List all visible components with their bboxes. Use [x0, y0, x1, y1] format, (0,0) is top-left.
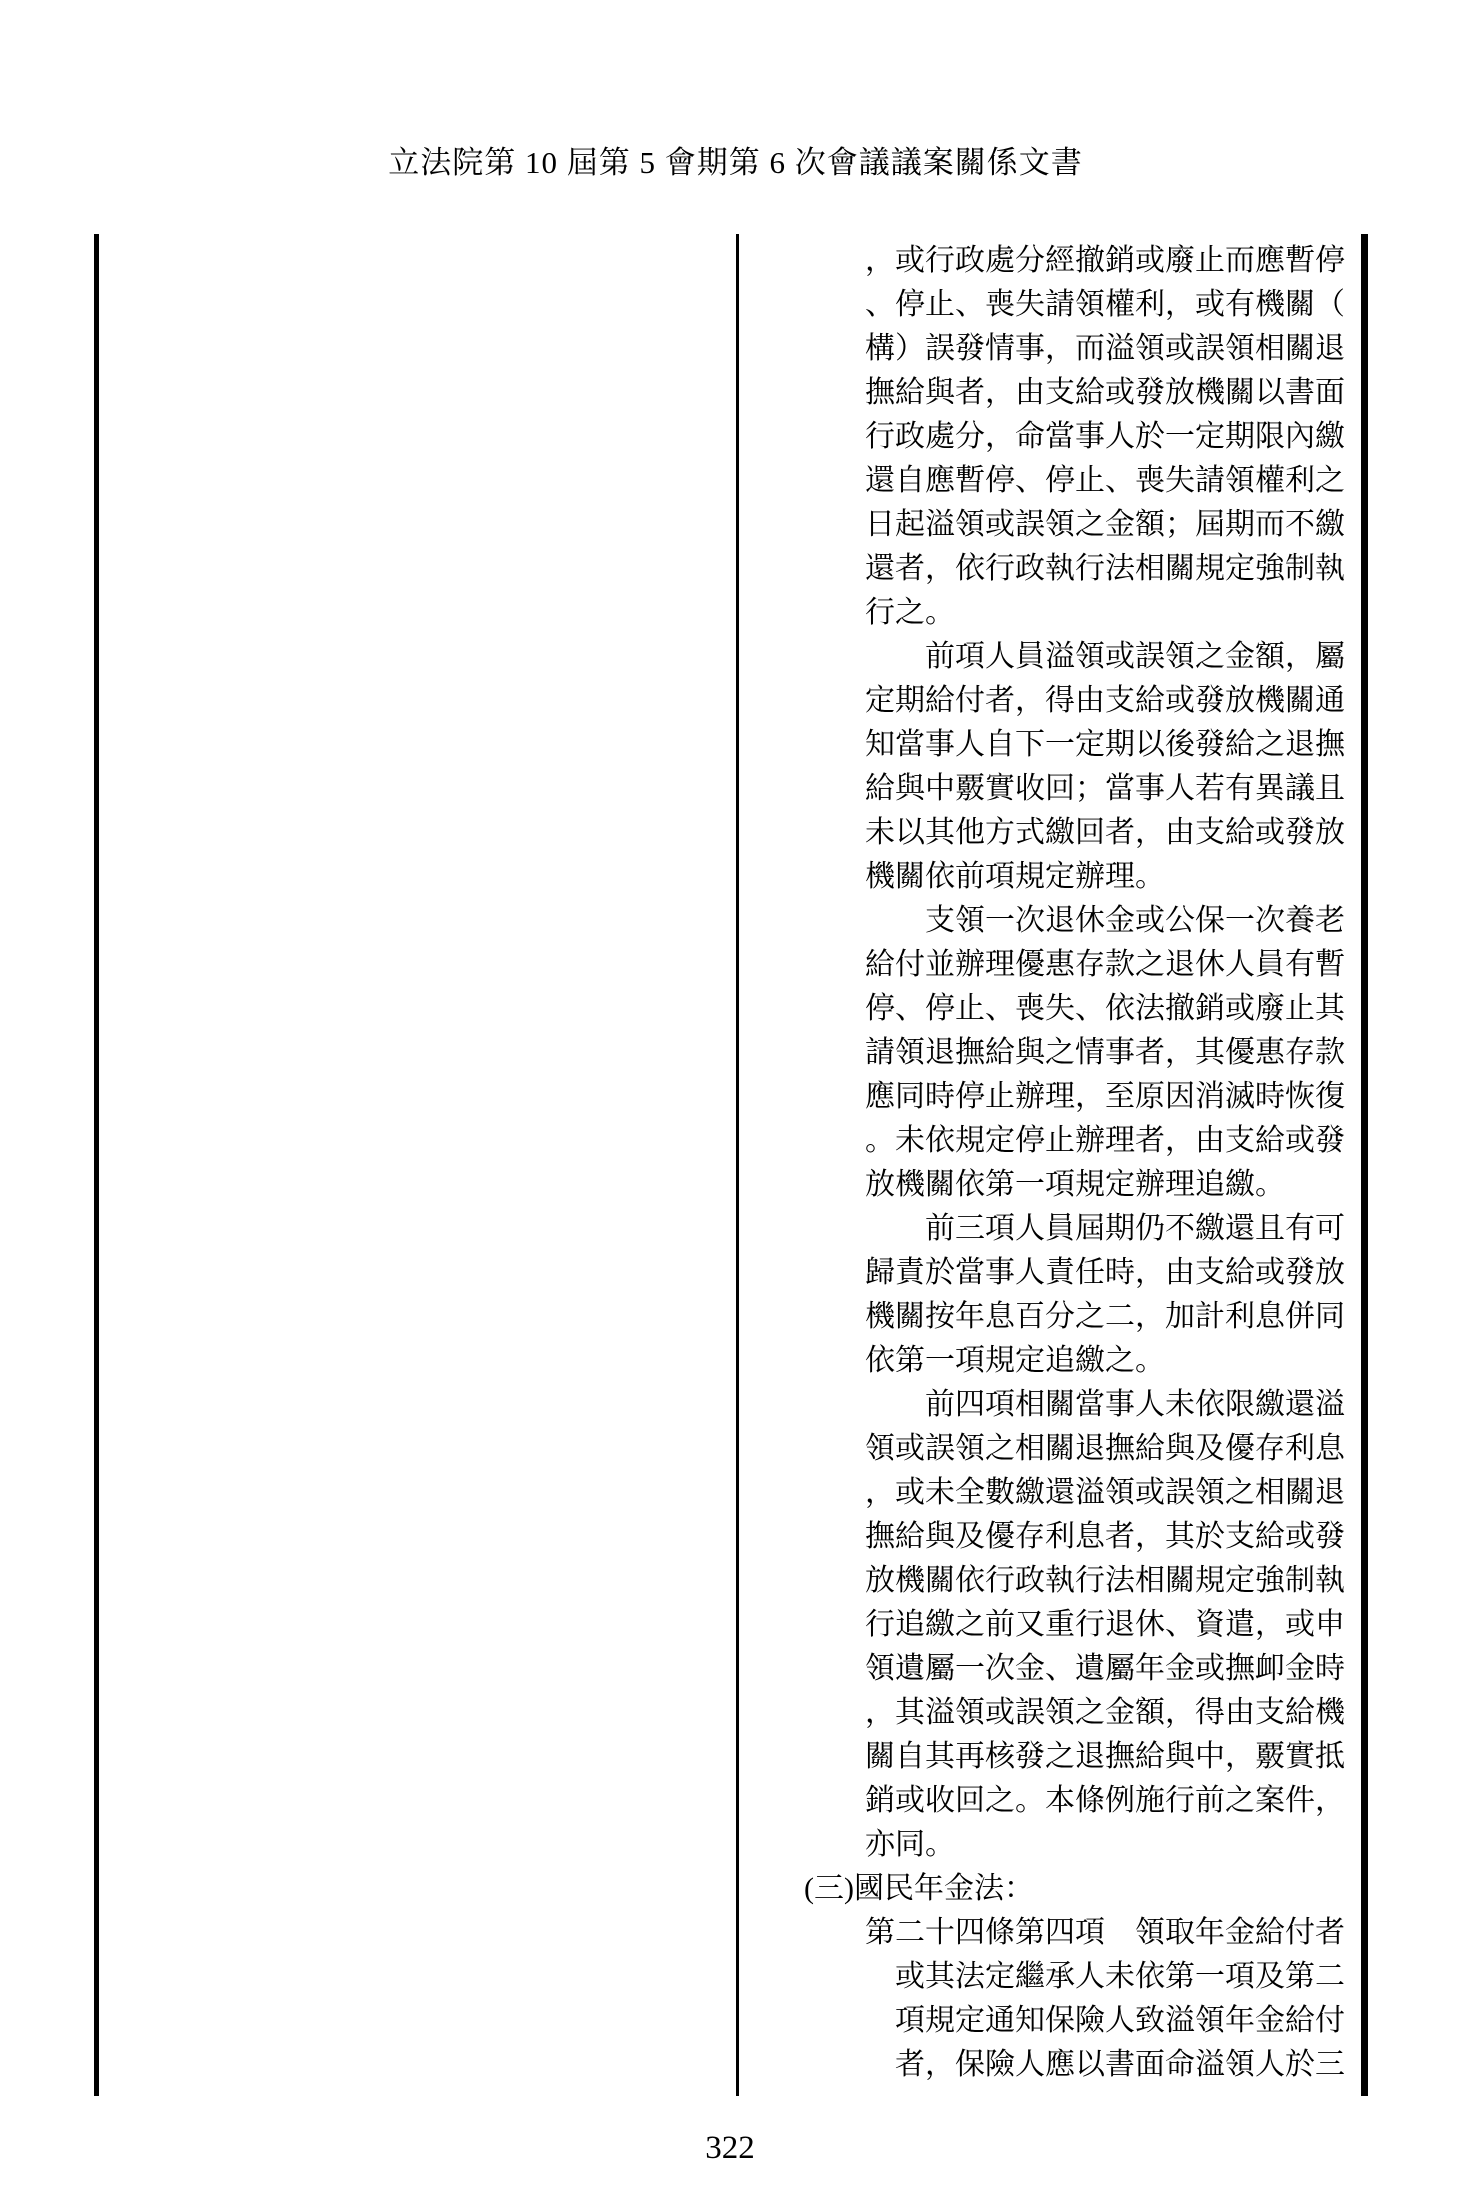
text-line: ，或未全數繳還溢領或誤領之相關退	[865, 1476, 1345, 1509]
text-line: 定期給付者，得由支給或發放機關通	[865, 684, 1345, 717]
text-line: 撫給與及優存利息者，其於支給或發	[865, 1520, 1345, 1553]
text-line: 請領退撫給與之情事者，其優惠存款	[865, 1036, 1345, 1069]
page-number: 322	[705, 2130, 755, 2166]
text-line: 前項人員溢領或誤領之金額，屬	[925, 640, 1345, 673]
text-line: 。未依規定停止辦理者，由支給或發	[865, 1124, 1345, 1157]
column-divider	[736, 234, 739, 2096]
text-line: 者，保險人應以書面命溢領人於三	[895, 2048, 1345, 2081]
text-line: 構）誤發情事，而溢領或誤領相關退	[865, 332, 1345, 365]
text-line: 支領一次退休金或公保一次養老	[925, 904, 1345, 937]
text-line: 機關依前項規定辦理。	[865, 860, 1165, 893]
document-title: 立法院第 10 屆第 5 會期第 6 次會議議案關係文書	[388, 145, 1083, 180]
text-line: 、停止、喪失請領權利，或有機關（	[865, 288, 1345, 321]
text-line: 給付並辦理優惠存款之退休人員有暫	[865, 948, 1345, 981]
text-line: 項規定通知保險人致溢領年金給付	[895, 2004, 1345, 2037]
text-line: 歸責於當事人責任時，由支給或發放	[865, 1256, 1345, 1289]
text-line: 應同時停止辦理，至原因消滅時恢復	[865, 1080, 1345, 1113]
text-line: 放機關依行政執行法相關規定強制執	[865, 1564, 1345, 1597]
text-line: 行追繳之前又重行退休、資遣，或申	[865, 1608, 1345, 1641]
text-line: 前三項人員屆期仍不繳還且有可	[925, 1212, 1345, 1245]
text-line: ，其溢領或誤領之金額，得由支給機	[865, 1696, 1345, 1729]
text-line: 撫給與者，由支給或發放機關以書面	[865, 376, 1345, 409]
text-line: 前四項相關當事人未依限繳還溢	[925, 1388, 1345, 1421]
text-line: 領遺屬一次金、遺屬年金或撫卹金時	[865, 1652, 1345, 1685]
text-column	[804, 239, 1361, 2087]
text-line: 知當事人自下一定期以後發給之退撫	[865, 728, 1345, 761]
text-line: 機關按年息百分之二，加計利息併同	[865, 1300, 1345, 1333]
text-line: 銷或收回之。本條例施行前之案件，	[865, 1784, 1345, 1817]
text-line: 或其法定繼承人未依第一項及第二	[895, 1960, 1345, 1993]
text-line: 給與中覈實收回；當事人若有異議且	[865, 772, 1345, 805]
text-line: 還自應暫停、停止、喪失請領權利之	[865, 464, 1345, 497]
text-line: 領或誤領之相關退撫給與及優存利息	[865, 1432, 1345, 1465]
text-line: 依第一項規定追繳之。	[865, 1344, 1165, 1377]
text-line: 還者，依行政執行法相關規定強制執	[865, 552, 1345, 585]
text-line: 放機關依第一項規定辦理追繳。	[865, 1168, 1285, 1201]
text-line: 日起溢領或誤領之金額；屆期而不繳	[865, 508, 1345, 541]
text-line: ，或行政處分經撤銷或廢止而應暫停	[865, 244, 1345, 277]
text-line: (三)國民年金法：	[804, 1872, 1034, 1905]
text-line: 行之。	[865, 596, 955, 629]
text-line: 停、停止、喪失、依法撤銷或廢止其	[865, 992, 1345, 1025]
text-line: 未以其他方式繳回者，由支給或發放	[865, 816, 1345, 849]
text-line: 第二十四條第四項 領取年金給付者	[865, 1916, 1345, 1949]
text-line: 行政處分，命當事人於一定期限內繳	[865, 420, 1345, 453]
text-line: 關自其再核發之退撫給與中，覈實抵	[865, 1740, 1345, 1773]
text-line: 亦同。	[865, 1828, 955, 1861]
